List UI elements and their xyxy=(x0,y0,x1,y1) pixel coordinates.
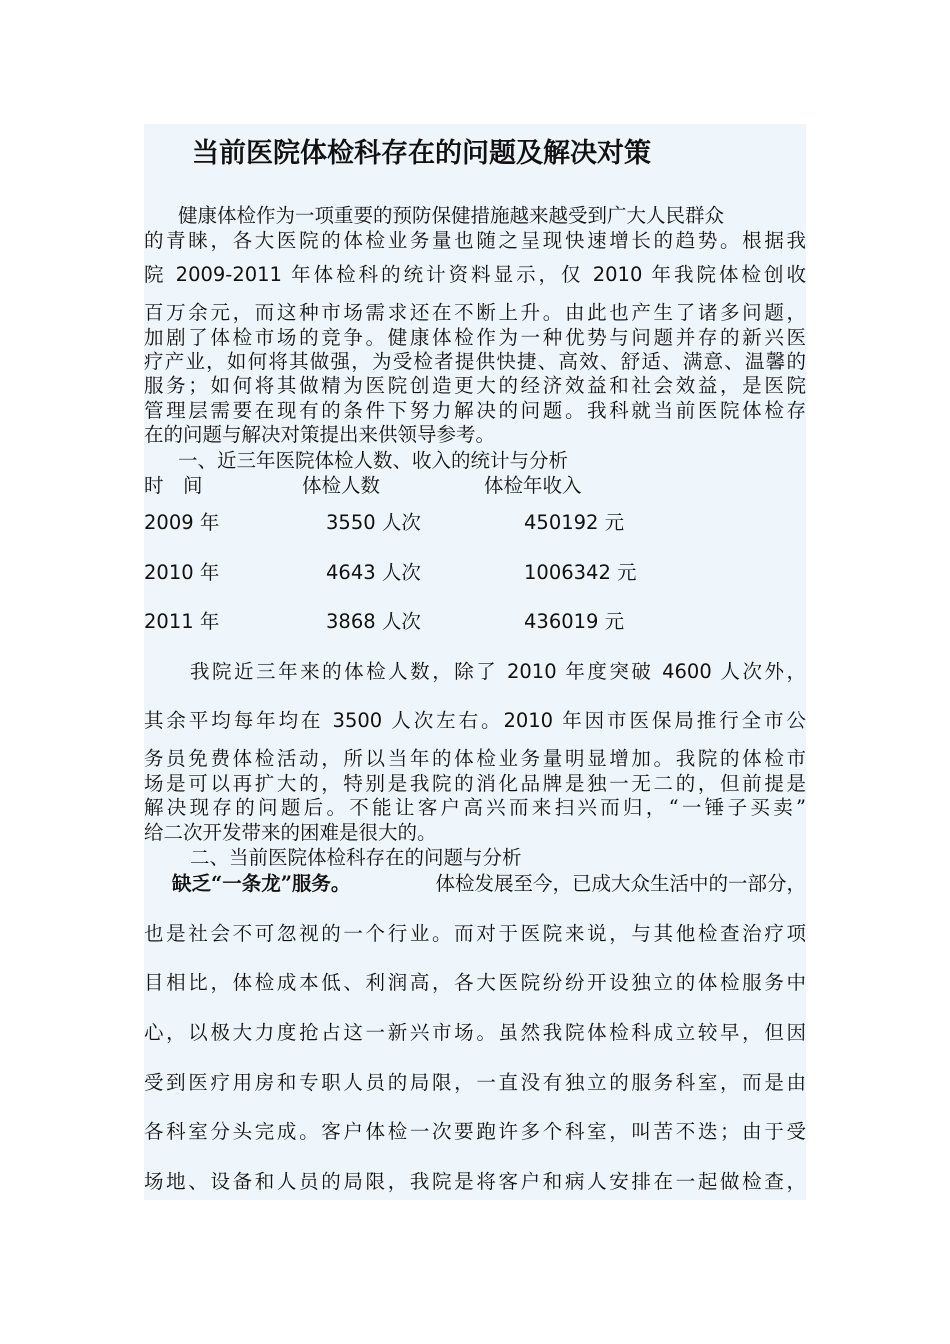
problem-first-line xyxy=(172,871,806,897)
table-cell-income: 450192 元 xyxy=(524,511,625,534)
table-cell-count: 3550 人次 xyxy=(326,511,421,534)
table-cell-year: 2009 年 xyxy=(144,511,220,534)
document-title: 当前医院体检科存在的问题及解决对策 xyxy=(192,138,651,169)
intro-line: 的青睐，各大医院的体检业务量也随之呈现快速增长的趋势。根据我 xyxy=(144,229,806,252)
intro-line: 百万余元，而这种市场需求还在不断上升。由此也产生了诸多问题， xyxy=(144,301,806,324)
problem-line: 心，以极大力度抢占这一新兴市场。虽然我院体检科成立较早，但因 xyxy=(144,1021,806,1044)
analysis-line: 解决现存的问题后。不能让客户高兴而来扫兴而归，“一锤子买卖” xyxy=(144,796,806,819)
problem-line: 也是社会不可忽视的一个行业。而对于医院来说，与其他检查治疗项 xyxy=(144,922,806,945)
analysis-line: 我院近三年来的体检人数，除了 2010 年度突破 4600 人次外， xyxy=(190,660,806,683)
table-header-income: 体检年收入 xyxy=(484,474,582,497)
document-page xyxy=(144,124,806,1200)
analysis-line: 场是可以再扩大的，特别是我院的消化品牌是独一无二的，但前提是 xyxy=(144,772,806,795)
table-cell-count: 3868 人次 xyxy=(326,610,421,633)
intro-line: 服务；如何将其做精为医院创造更大的经济效益和社会效益，是医院 xyxy=(144,374,806,397)
analysis-line: 务员免费体检活动，所以当年的体检业务量明显增加。我院的体检市 xyxy=(144,747,806,770)
problem-line: 受到医疗用房和专职人员的局限，一直没有独立的服务科室，而是由 xyxy=(144,1071,806,1094)
intro-line: 在的问题与解决对策提出来供领导参考。 xyxy=(144,423,496,446)
problem-lead: 缺乏“一条龙”服务。 xyxy=(172,872,351,895)
problem-line: 场地、设备和人员的局限，我院是将客户和病人安排在一起做检查， xyxy=(144,1170,806,1193)
table-cell-year: 2011 年 xyxy=(144,610,220,633)
intro-line: 管理层需要在现有的条件下努力解决的问题。我科就当前医院体检存 xyxy=(144,399,806,422)
table-cell-count: 4643 人次 xyxy=(326,561,421,584)
intro-line: 疗产业，如何将其做强，为受检者提供快捷、高效、舒适、满意、温馨的 xyxy=(144,350,806,373)
problem-line: 目相比，体检成本低、利润高，各大医院纷纷开设独立的体检服务中 xyxy=(144,971,806,994)
analysis-line: 其余平均每年均在 3500 人次左右。2010 年因市医保局推行全市公 xyxy=(144,709,806,732)
analysis-line: 给二次开发带来的困难是很大的。 xyxy=(144,821,437,844)
problem-line: 各科室分头完成。客户体检一次要跑许多个科室，叫苦不迭；由于受 xyxy=(144,1120,806,1143)
section-heading: 一、近三年医院体检人数、收入的统计与分析 xyxy=(178,449,569,472)
section-heading: 二、当前医院体检科存在的问题与分析 xyxy=(190,846,522,869)
table-cell-income: 436019 元 xyxy=(524,610,625,633)
problem-first-text: 体检发展至今，已成大众生活中的一部分， xyxy=(435,872,806,895)
intro-line: 健康体检作为一项重要的预防保健措施越来越受到广大人民群众 xyxy=(178,204,725,227)
table-cell-year: 2010 年 xyxy=(144,561,220,584)
table-header-time: 时 间 xyxy=(144,474,203,497)
table-cell-income: 1006342 元 xyxy=(524,561,637,584)
intro-line: 院 2009-2011 年体检科的统计资料显示，仅 2010 年我院体检创收 xyxy=(144,263,806,286)
intro-line: 加剧了体检市场的竞争。健康体检作为一种优势与问题并存的新兴医 xyxy=(144,326,806,349)
table-header-count: 体检人数 xyxy=(302,474,381,497)
